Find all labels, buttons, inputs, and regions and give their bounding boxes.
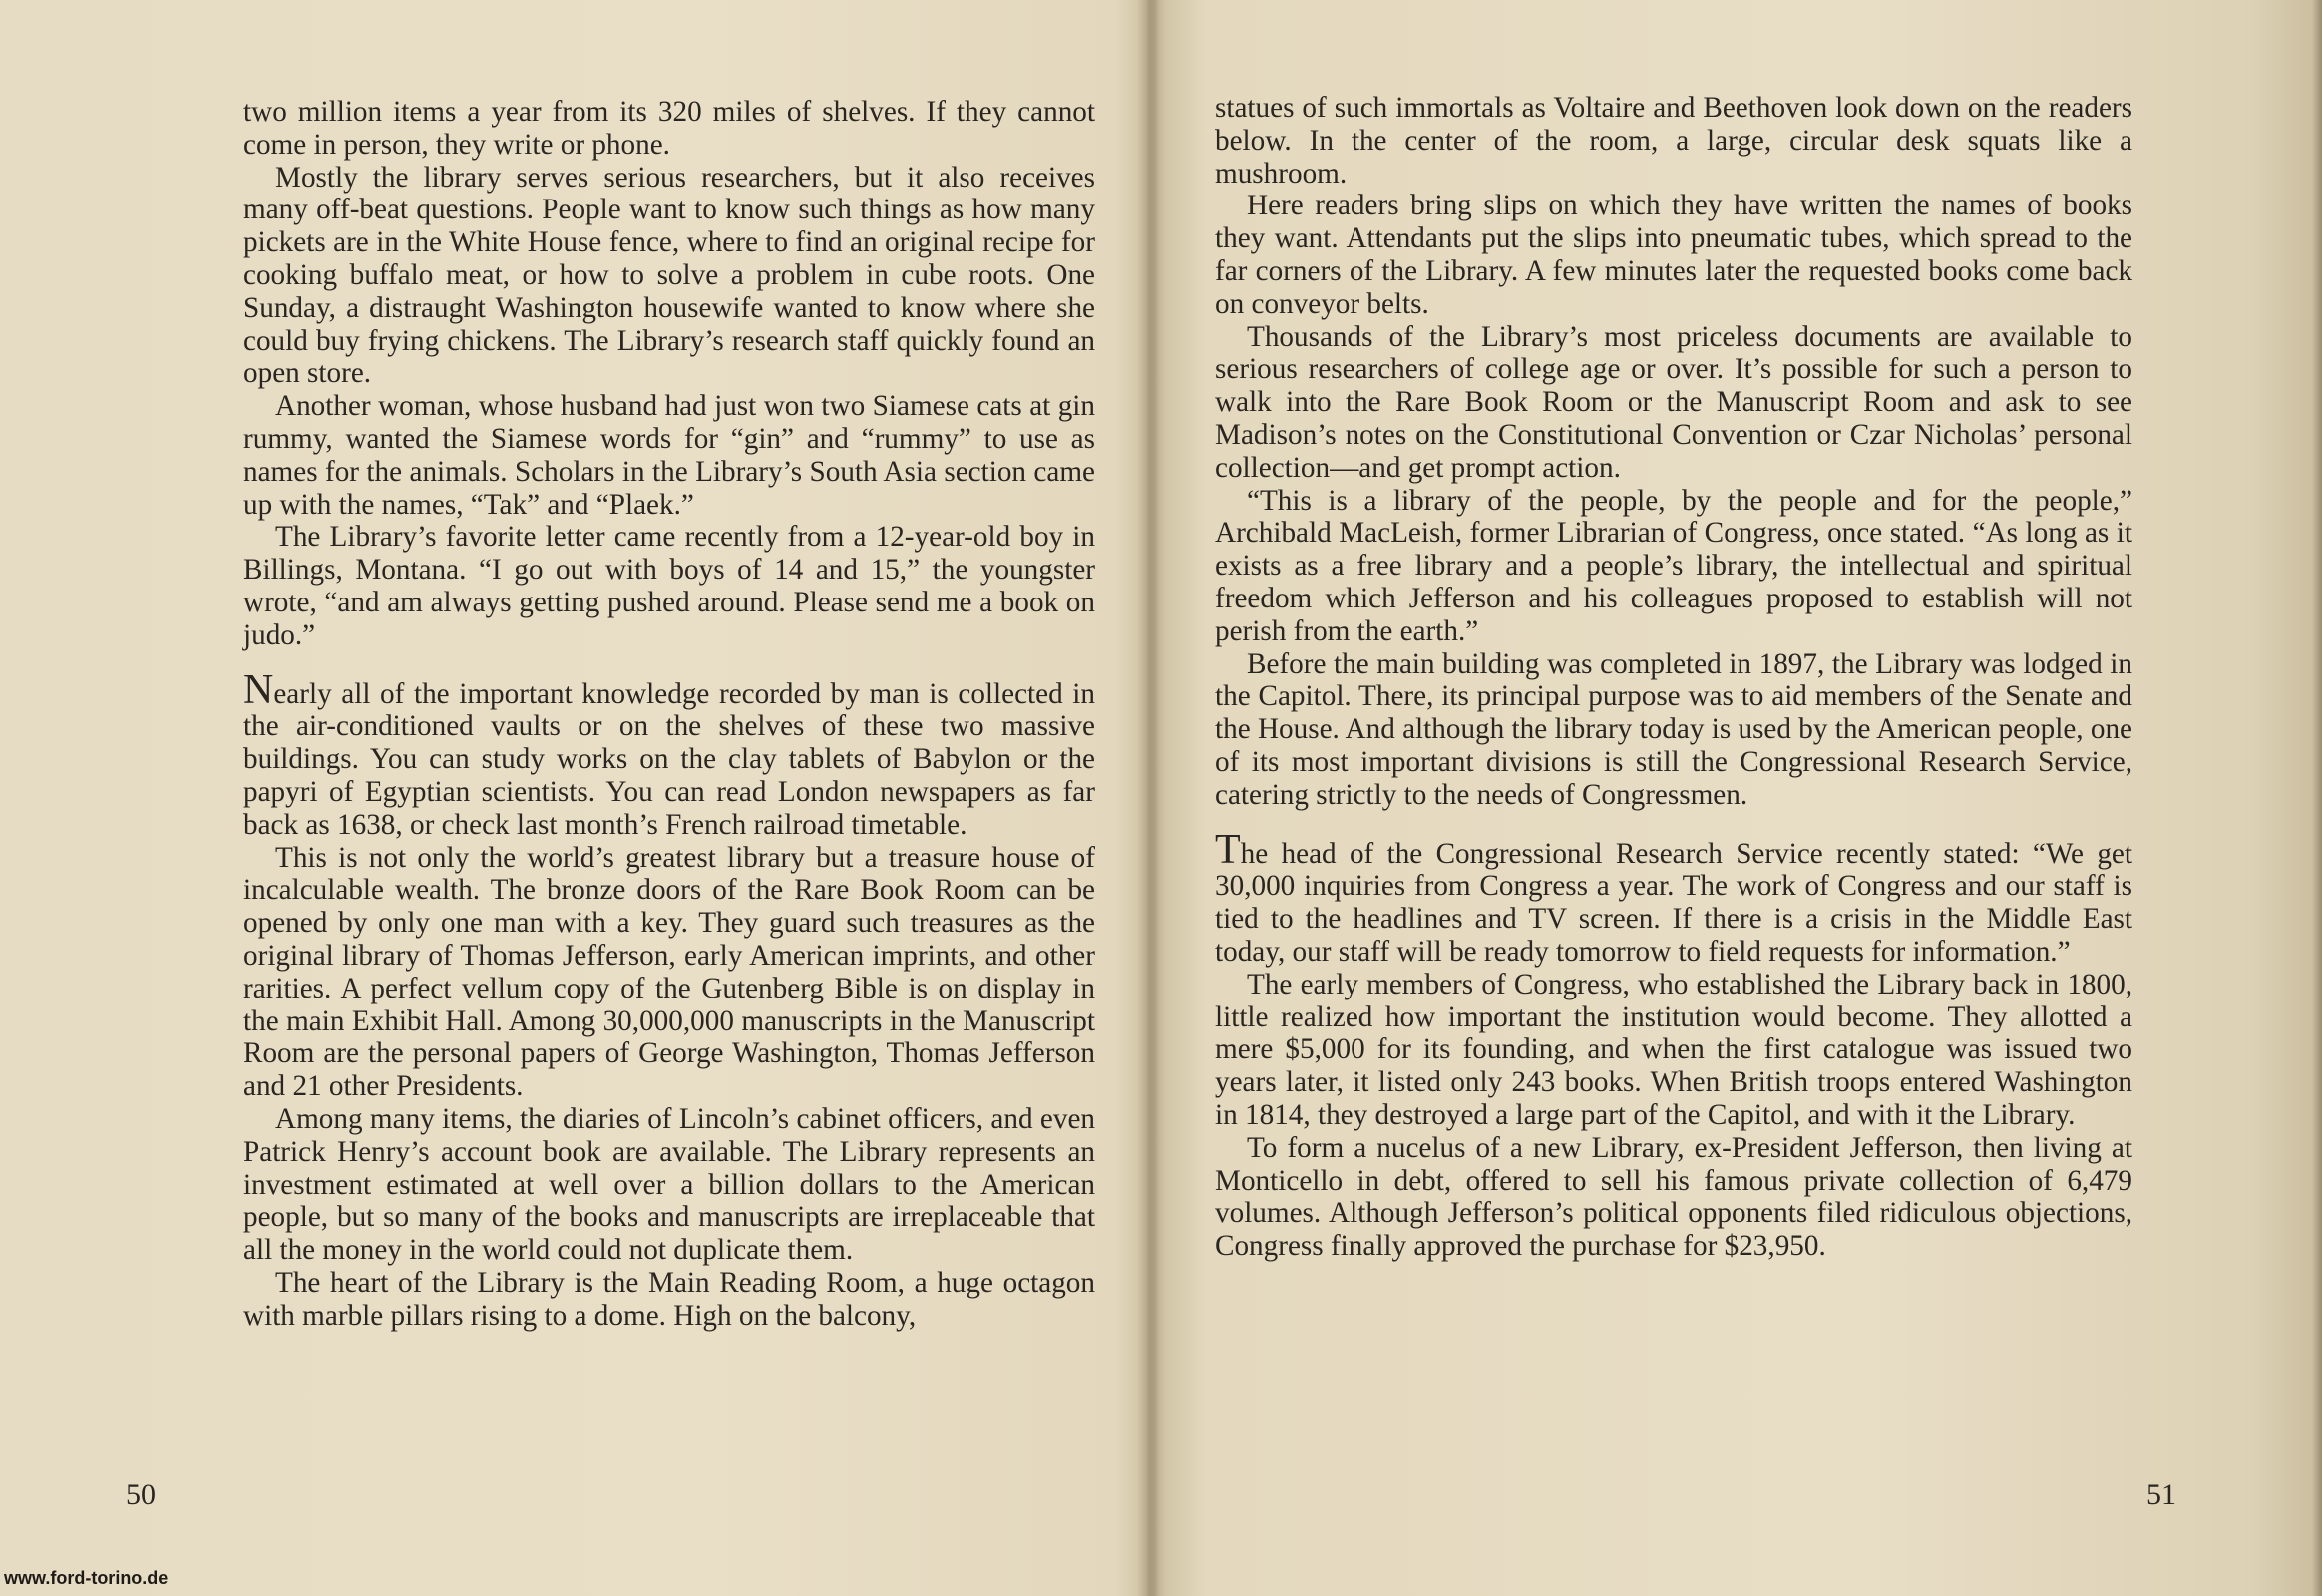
page-number: 51: [2146, 1478, 2176, 1511]
section-text: early all of the important knowledge recorded by man is collected in the air-conditioned vaults or on the shelves of these two massive buildings. You can study works on the clay tablets of Babylon or the papyri of Egyptian scientists. You can read London newspapers as far back as 1638, or check last month’s French railroad timetable.: [243, 677, 1095, 841]
website-watermark: www.ford-torino.de: [4, 1568, 169, 1588]
section-text: he head of the Congressional Research Service recently stated: “We get 30,000 inquiries from Congress a year. The work of Congress and our staff is tied to the headlines and TV screen. If there is a crisis in the Middle East today, our staff will be ready tomorrow to field requests for information.”: [1215, 837, 2132, 968]
left-text-column: [243, 96, 1095, 1332]
paragraph: Thousands of the Library’s most priceless documents are available to serious researchers of college age or over. It’s possible for such a person to walk into the Rare Book Room or the Manuscript Room and ask to see Madison’s notes on the Constitutional Convention or Czar Nicholas’ personal collection—and get prompt action.: [1215, 320, 2132, 484]
section-opening-paragraph: [1215, 826, 2132, 969]
paragraph: two million items a year from its 320 miles of shelves. If they cannot come in person, they write or phone.: [243, 96, 1095, 161]
paragraph: This is not only the world’s greatest library but a treasure house of incalculable wealth. The bronze doors of the Rare Book Room can be opened by only one man with a key. They guard such treasures as the original library of Thomas Jefferson, early American imprints, and other rarities. A perfect vellum copy of the Gutenberg Bible is on display in the main Exhibit Hall. Among 30,000,000 manuscripts in the Manuscript Room are the personal papers of George Washington, Thomas Jefferson and 21 other Presidents.: [243, 841, 1095, 1103]
paragraph: “This is a library of the people, by the people and for the people,” Archibald MacLeish, former Librarian of Congress, once stated. “As long as it exists as a free library and a people’s library, the intellectual and spiritual freedom which Jefferson and his colleagues proposed to establish will not perish from the earth.”: [1215, 484, 2132, 647]
left-page: [0, 0, 1147, 1596]
paragraph: Before the main building was completed in 1897, the Library was lodged in the Capitol. There, its principal purpose was to aid members of the Senate and the House. And although the library today is used by the American people, one of its most important divisions is still the Congressional Research Service, catering strictly to the needs of Congressmen.: [1215, 647, 2133, 811]
drop-cap: T: [1215, 826, 1241, 873]
paragraph: To form a nucelus of a new Library, ex-President Jefferson, then living at Monticello in debt, offered to sell his famous private collection of 6,479 volumes. Although Jefferson’s political opponents filed ridiculous objections, Congress finally approved the purchase for $23,950.: [1215, 1131, 2132, 1263]
paragraph: Here readers bring slips on which they have written the names of books they want. Attendants put the slips into pneumatic tubes, which spread to the far corners of the Library. A few minutes later the requested books come back on conveyor belts.: [1215, 190, 2132, 320]
paragraph: The Library’s favorite letter came recently from a 12-year-old boy in Billings, Montana. “I go out with boys of 14 and 15,” the youngster wrote, “and am always getting pushed around. Please send me a book on judo.”: [243, 521, 1095, 651]
right-page: [1149, 0, 2322, 1596]
drop-cap: N: [243, 666, 274, 713]
paragraph: Mostly the library serves serious researchers, but it also receives many off-beat questions. People want to know such things as how many pickets are in the White House fence, where to find an original recipe for cooking buffalo meat, or how to solve a problem in cube roots. One Sunday, a distraught Washington housewife wanted to know where she could buy frying chickens. The Library’s research staff quickly found an open store.: [243, 161, 1095, 390]
right-text-column: [1215, 92, 2132, 1263]
paragraph: Among many items, the diaries of Lincoln’s cabinet officers, and even Patrick Henry’s account book are available. The Library represents an investment estimated at well over a billion dollars to the American people, but so many of the books and manuscripts are irreplaceable that all the money in the world could not duplicate them.: [243, 1102, 1095, 1267]
page-number: 50: [126, 1478, 156, 1511]
paragraph: Another woman, whose husband had just won two Siamese cats at gin rummy, wanted the Siamese words for “gin” and “rummy” to use as names for the animals. Scholars in the Library’s South Asia section came up with the names, “Tak” and “Plaek.”: [243, 390, 1095, 521]
paragraph: statues of such immortals as Voltaire and Beethoven look down on the readers below. In the center of the room, a large, circular desk squats like a mushroom.: [1215, 92, 2132, 190]
paragraph: The early members of Congress, who established the Library back in 1800, little realized how important the institution would become. They allotted a mere $5,000 for its founding, and when the first catalogue was issued two years later, it listed only 243 books. When British troops entered Washington in 1814, they destroyed a large part of the Capitol, and with it the Library.: [1215, 968, 2132, 1131]
section-opening-paragraph: [243, 666, 1095, 842]
paragraph: The heart of the Library is the Main Reading Room, a huge octagon with marble pillars rising to a dome. High on the balcony,: [243, 1266, 1095, 1332]
